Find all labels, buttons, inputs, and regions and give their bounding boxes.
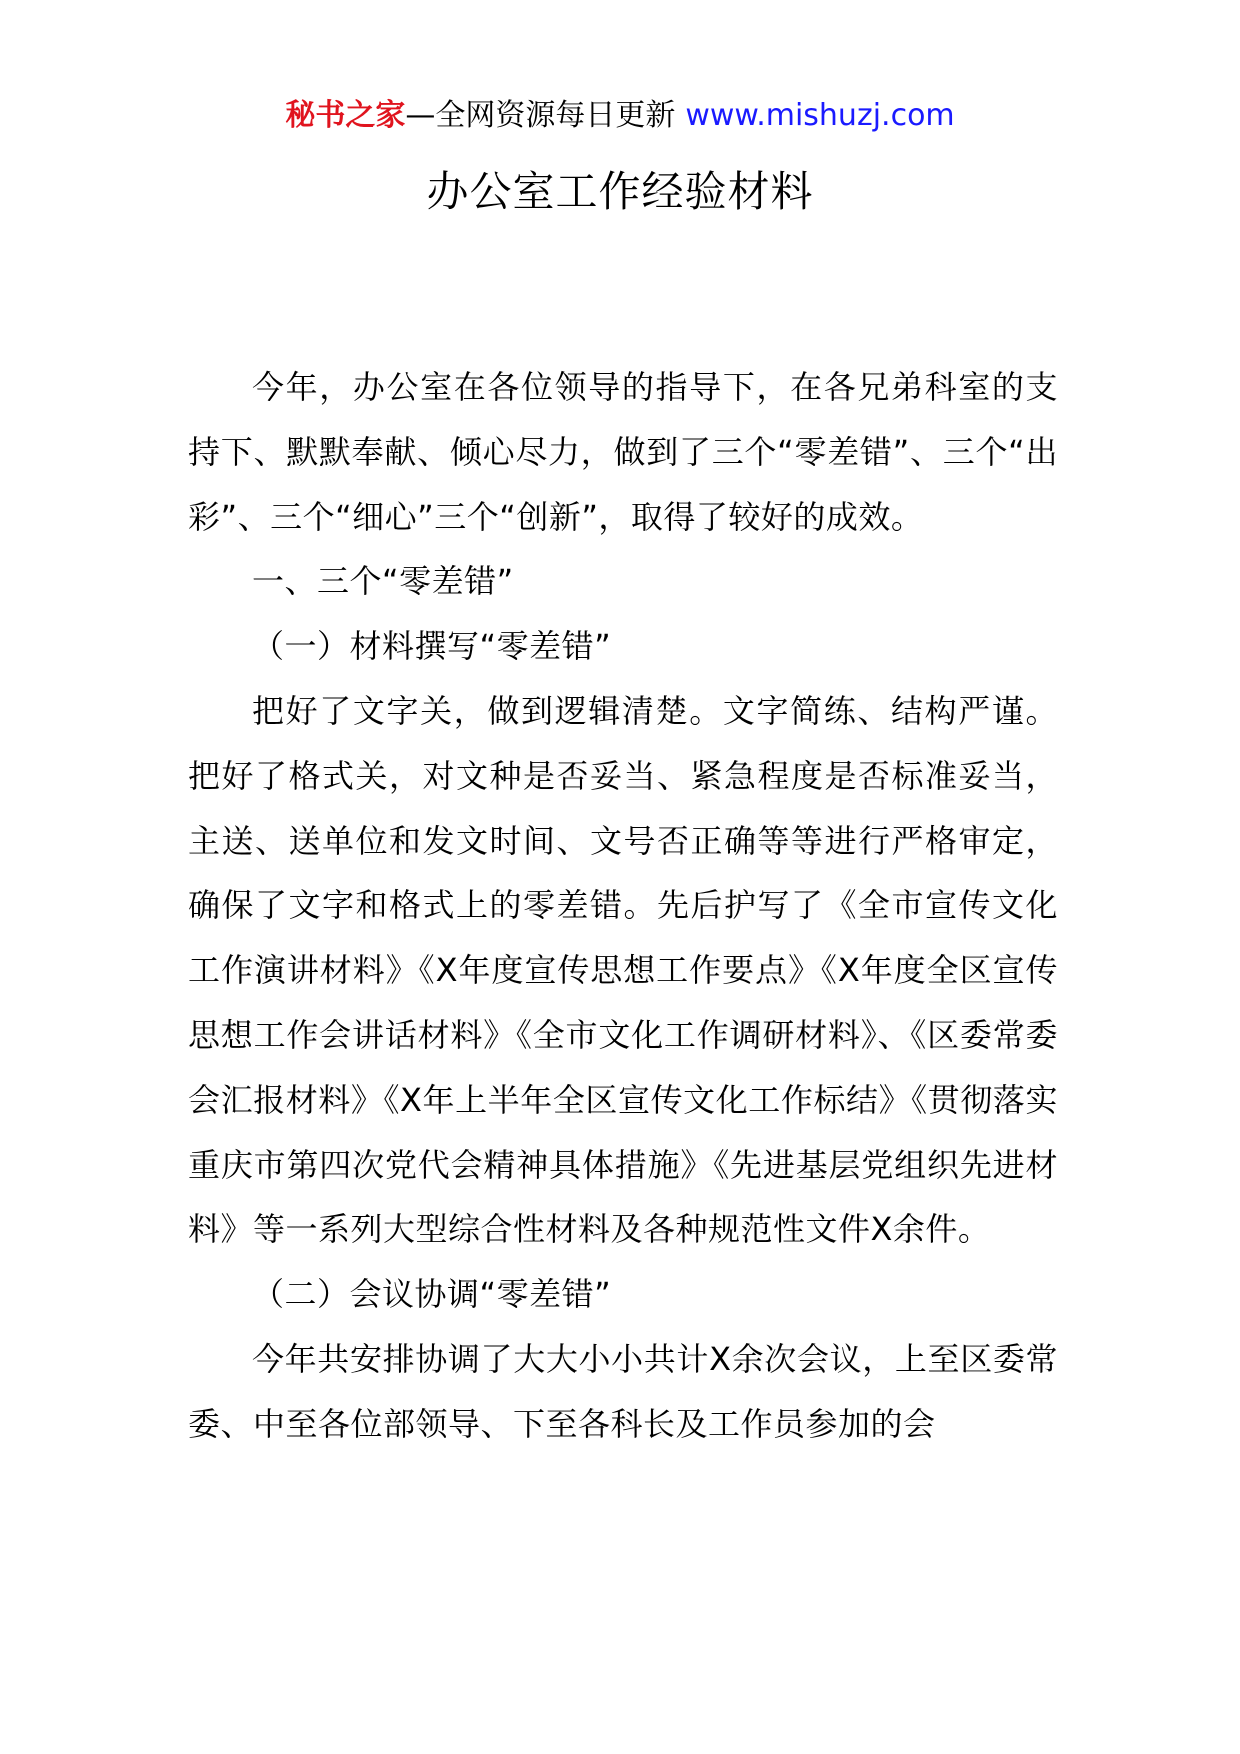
header-tagline: —全网资源每日更新 [405,98,676,133]
brand-name: 秘书之家 [285,98,406,133]
watermark-header [0,96,1240,136]
header-url[interactable]: www.mishuzj.com [685,98,955,133]
paragraph-meetings: 今年共安排协调了大大小小共计X余次会议，上至区委常委、中至各位部领导、下至各科长及工作员参加的会 [188,1339,1058,1443]
paragraph-intro: 今年，办公室在各位领导的指导下，在各兄弟科室的支持下、默默奉献、倾心尽力，做到了三个“零差错”、三个“出彩”、三个“细心”三个“创新”，取得了较好的成效。 [188,368,1058,536]
paragraph-materials: 把好了文字关，做到逻辑清楚。文字简练、结构严谨。把好了格式关，对文种是否妥当、紧急程度是否标准妥当，主送、送单位和发文时间、文号否正确等等进行严格审定，确保了文字和格式上的零差错。先后护写了《全市宣传文化工作演讲材料》《X年度宣传思想工作要点》《X年度全区宣传思想工作会讲话材料》《全市文化工作调研材料》、《区委常委会汇报材料》《X年上半年全区宣传文化工作标结》《贯彻落实重庆市第四次党代会精神具体措施》《先进基层党组织先进材料》等一系列大型综合性材料及各种规范性文件X余件。 [188,691,1058,1249]
section-heading-1: 一、三个“零差错” [252,562,514,601]
subsection-heading-2: （二）会议协调“零差错” [252,1275,612,1314]
subsection-heading-1: （一）材料撰写“零差错” [252,627,612,666]
document-title: 办公室工作经验材料 [426,167,814,216]
document-body [188,355,1058,1457]
